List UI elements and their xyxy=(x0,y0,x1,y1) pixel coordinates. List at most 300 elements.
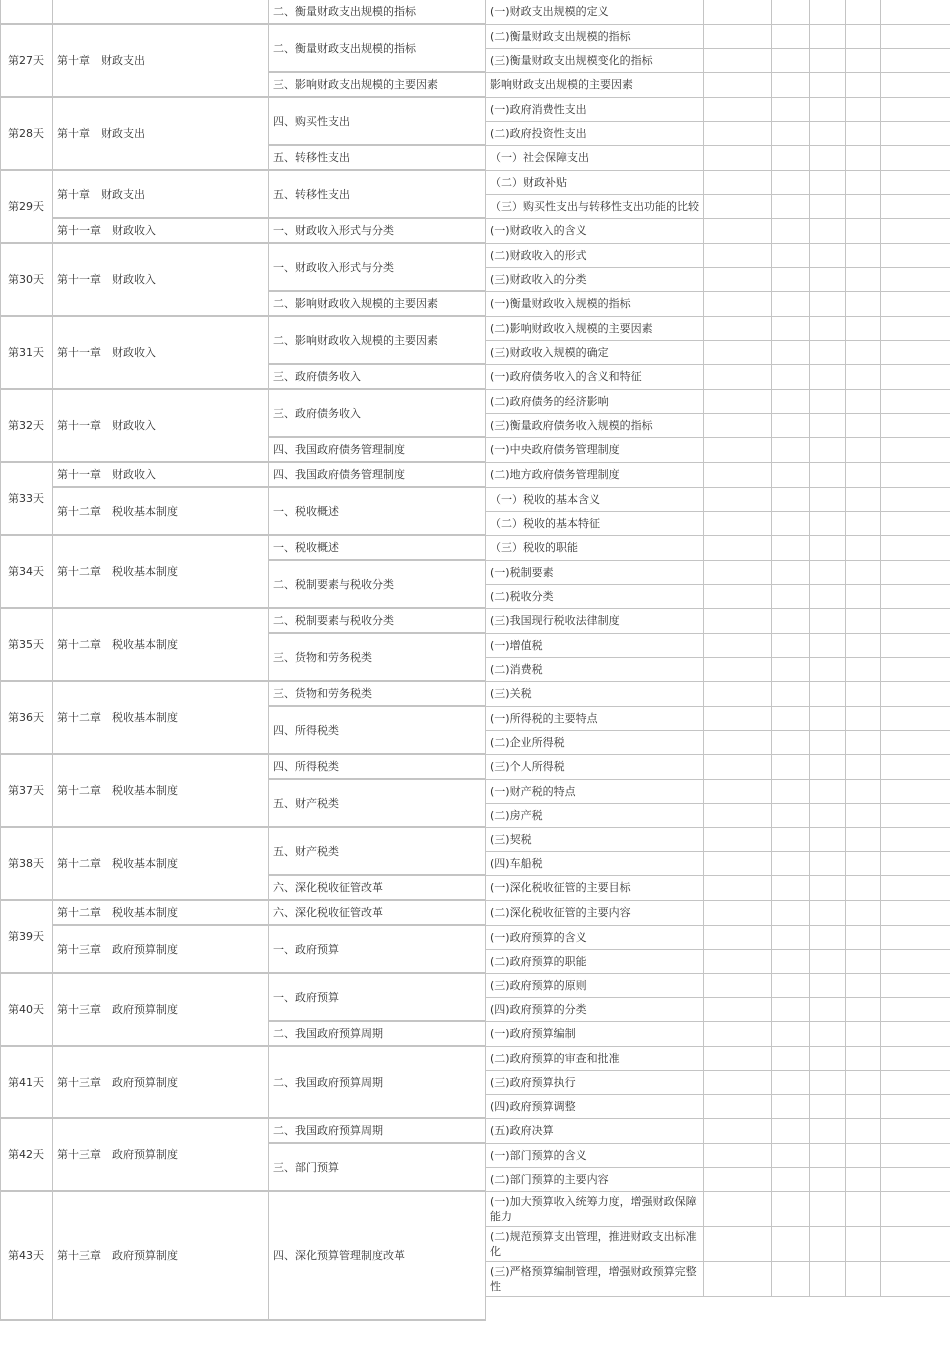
section-cell: 三、部门预算 xyxy=(269,1143,486,1191)
empty-cell xyxy=(704,72,772,97)
empty-cell xyxy=(772,633,810,657)
empty-cell xyxy=(881,1070,950,1094)
empty-cell xyxy=(772,24,810,48)
empty-cell xyxy=(846,267,881,291)
empty-cell xyxy=(704,462,772,487)
empty-cell xyxy=(810,706,846,730)
empty-cell xyxy=(846,145,881,170)
chapter-cell: 第十章 财政支出 xyxy=(53,170,269,218)
empty-cell xyxy=(772,48,810,72)
day-cell: 第39天 xyxy=(1,900,53,973)
empty-cell xyxy=(772,389,810,413)
empty-cell xyxy=(772,170,810,194)
empty-cell xyxy=(704,1070,772,1094)
empty-cell xyxy=(810,218,846,243)
empty-cell xyxy=(846,949,881,973)
chapter-cell: 第十三章 政府预算制度 xyxy=(53,973,269,1046)
section-cell: 三、政府债务收入 xyxy=(269,389,486,437)
chapter-cell: 第十三章 政府预算制度 xyxy=(53,1191,269,1320)
subsection-cell: (一)衡量财政收入规模的指标 xyxy=(486,291,704,316)
empty-cell xyxy=(704,803,772,827)
empty-cell xyxy=(810,72,846,97)
empty-cell xyxy=(810,437,846,462)
subsection-cell: (二)政府预算的审查和批准 xyxy=(486,1046,704,1070)
empty-cell xyxy=(704,608,772,633)
empty-cell xyxy=(772,1046,810,1070)
subsection-cell: (一)财产税的特点 xyxy=(486,779,704,803)
empty-cell xyxy=(881,413,950,437)
subsection-cell: (一)政府消费性支出 xyxy=(486,97,704,121)
empty-cell xyxy=(881,730,950,754)
empty-cell xyxy=(772,1167,810,1191)
empty-cell xyxy=(704,657,772,681)
empty-cell xyxy=(772,730,810,754)
empty-cell xyxy=(846,633,881,657)
table-row xyxy=(1,1191,950,1226)
empty-cell xyxy=(704,730,772,754)
empty-cell xyxy=(810,97,846,121)
chapter-cell: 第十一章 财政收入 xyxy=(53,218,269,243)
day-cell: 第40天 xyxy=(1,973,53,1046)
day-cell: 第31天 xyxy=(1,316,53,389)
empty-cell xyxy=(810,1094,846,1118)
subsection-cell: (二)消费税 xyxy=(486,657,704,681)
empty-cell xyxy=(704,0,772,24)
empty-cell xyxy=(772,657,810,681)
empty-cell xyxy=(704,316,772,340)
empty-cell xyxy=(846,851,881,875)
empty-cell xyxy=(846,657,881,681)
table-row xyxy=(1,389,950,413)
section-cell: 一、财政收入形式与分类 xyxy=(269,218,486,243)
empty-cell xyxy=(846,121,881,145)
empty-cell xyxy=(810,364,846,389)
day-cell: 第32天 xyxy=(1,389,53,462)
section-cell: 一、税收概述 xyxy=(269,535,486,560)
section-cell: 五、财产税类 xyxy=(269,827,486,875)
subsection-cell: （三）购买性支出与转移性支出功能的比较 xyxy=(486,194,704,218)
empty-cell xyxy=(704,1191,772,1226)
empty-cell xyxy=(704,949,772,973)
empty-cell xyxy=(846,875,881,900)
subsection-cell: (三)我国现行税收法律制度 xyxy=(486,608,704,633)
empty-cell xyxy=(810,560,846,584)
subsection-cell: (三)政府预算执行 xyxy=(486,1070,704,1094)
empty-cell xyxy=(772,803,810,827)
empty-cell xyxy=(846,584,881,608)
empty-cell xyxy=(772,243,810,267)
subsection-cell: (二)政府债务的经济影响 xyxy=(486,389,704,413)
table-row xyxy=(1,925,950,949)
empty-cell xyxy=(704,851,772,875)
table-row xyxy=(1,218,950,243)
empty-cell xyxy=(881,851,950,875)
empty-cell xyxy=(704,437,772,462)
empty-cell xyxy=(704,1118,772,1143)
empty-cell xyxy=(846,389,881,413)
empty-cell xyxy=(704,1226,772,1261)
empty-cell xyxy=(846,413,881,437)
empty-cell xyxy=(810,535,846,560)
empty-cell xyxy=(772,364,810,389)
empty-cell xyxy=(881,316,950,340)
empty-cell xyxy=(772,949,810,973)
empty-cell xyxy=(881,1143,950,1167)
empty-cell xyxy=(846,706,881,730)
empty-cell xyxy=(704,1143,772,1167)
section-cell: 二、衡量财政支出规模的指标 xyxy=(269,24,486,72)
blank-cell xyxy=(810,1296,846,1320)
empty-cell xyxy=(881,243,950,267)
empty-cell xyxy=(772,194,810,218)
empty-cell xyxy=(772,462,810,487)
subsection-cell: (一)财政收入的含义 xyxy=(486,218,704,243)
subsection-cell: (三)政府预算的原则 xyxy=(486,973,704,997)
empty-cell xyxy=(772,413,810,437)
empty-cell xyxy=(704,1046,772,1070)
chapter-cell: 第十三章 政府预算制度 xyxy=(53,925,269,973)
empty-cell xyxy=(810,170,846,194)
empty-cell xyxy=(772,1143,810,1167)
empty-cell xyxy=(772,1261,810,1296)
section-cell: 二、衡量财政支出规模的指标 xyxy=(269,0,486,24)
empty-cell xyxy=(881,145,950,170)
empty-cell xyxy=(704,364,772,389)
empty-cell xyxy=(810,267,846,291)
empty-cell xyxy=(846,560,881,584)
empty-cell xyxy=(846,803,881,827)
empty-cell xyxy=(881,218,950,243)
empty-cell xyxy=(881,72,950,97)
empty-cell xyxy=(704,121,772,145)
empty-cell xyxy=(810,1167,846,1191)
subsection-cell: (三)个人所得税 xyxy=(486,754,704,779)
empty-cell xyxy=(810,681,846,706)
day-cell: 第35天 xyxy=(1,608,53,681)
empty-cell xyxy=(881,48,950,72)
empty-cell xyxy=(846,364,881,389)
empty-cell xyxy=(846,243,881,267)
section-cell: 六、深化税收征管改革 xyxy=(269,900,486,925)
subsection-cell: (二)深化税收征管的主要内容 xyxy=(486,900,704,925)
empty-cell xyxy=(881,121,950,145)
empty-cell xyxy=(881,291,950,316)
empty-cell xyxy=(881,1118,950,1143)
empty-cell xyxy=(846,1070,881,1094)
empty-cell xyxy=(810,851,846,875)
empty-cell xyxy=(704,267,772,291)
empty-cell xyxy=(772,1070,810,1094)
empty-cell xyxy=(881,24,950,48)
chapter-cell: 第十三章 政府预算制度 xyxy=(53,1118,269,1191)
subsection-cell: (三)关税 xyxy=(486,681,704,706)
subsection-cell: (三)严格预算编制管理，增强财政预算完整性 xyxy=(486,1261,704,1296)
empty-cell xyxy=(810,1226,846,1261)
chapter-cell: 第十二章 税收基本制度 xyxy=(53,608,269,681)
empty-cell xyxy=(704,925,772,949)
empty-cell xyxy=(881,267,950,291)
subsection-cell: (二)规范预算支出管理，推进财政支出标准化 xyxy=(486,1226,704,1261)
empty-cell xyxy=(810,291,846,316)
table-row xyxy=(1,170,950,194)
empty-cell xyxy=(772,0,810,24)
subsection-cell: (二)税收分类 xyxy=(486,584,704,608)
chapter-cell: 第十二章 税收基本制度 xyxy=(53,827,269,900)
subsection-cell: (一)部门预算的含义 xyxy=(486,1143,704,1167)
empty-cell xyxy=(772,1094,810,1118)
blank-cell xyxy=(704,1296,772,1320)
empty-cell xyxy=(704,681,772,706)
empty-cell xyxy=(881,949,950,973)
chapter-cell: 第十章 财政支出 xyxy=(53,97,269,170)
section-cell: 二、我国政府预算周期 xyxy=(269,1021,486,1046)
empty-cell xyxy=(881,1261,950,1296)
empty-cell xyxy=(772,291,810,316)
subsection-cell: (四)车船税 xyxy=(486,851,704,875)
empty-cell xyxy=(846,997,881,1021)
empty-cell xyxy=(810,608,846,633)
empty-cell xyxy=(881,560,950,584)
subsection-cell: (三)衡量财政支出规模变化的指标 xyxy=(486,48,704,72)
empty-cell xyxy=(772,535,810,560)
empty-cell xyxy=(810,973,846,997)
empty-cell xyxy=(704,973,772,997)
day-cell: 第36天 xyxy=(1,681,53,754)
table-row xyxy=(1,1046,950,1070)
empty-cell xyxy=(881,389,950,413)
empty-cell xyxy=(704,535,772,560)
day-cell: 第42天 xyxy=(1,1118,53,1191)
section-cell: 五、转移性支出 xyxy=(269,170,486,218)
section-cell: 三、政府债务收入 xyxy=(269,364,486,389)
empty-cell xyxy=(704,48,772,72)
empty-cell xyxy=(846,681,881,706)
empty-cell xyxy=(772,1118,810,1143)
empty-cell xyxy=(704,291,772,316)
empty-cell xyxy=(704,1167,772,1191)
section-cell: 四、所得税类 xyxy=(269,754,486,779)
empty-cell xyxy=(704,900,772,925)
subsection-cell: (三)契税 xyxy=(486,827,704,851)
empty-cell xyxy=(772,72,810,97)
section-cell: 三、货物和劳务税类 xyxy=(269,681,486,706)
day-cell: 第38天 xyxy=(1,827,53,900)
section-cell: 四、我国政府债务管理制度 xyxy=(269,437,486,462)
section-cell: 二、影响财政收入规模的主要因素 xyxy=(269,316,486,364)
empty-cell xyxy=(881,1226,950,1261)
empty-cell xyxy=(881,608,950,633)
empty-cell xyxy=(810,754,846,779)
empty-cell xyxy=(772,487,810,511)
day-cell: 第37天 xyxy=(1,754,53,827)
empty-cell xyxy=(704,875,772,900)
empty-cell xyxy=(810,121,846,145)
empty-cell xyxy=(772,267,810,291)
subsection-cell: (二)房产税 xyxy=(486,803,704,827)
subsection-cell: (三)衡量政府债务收入规模的指标 xyxy=(486,413,704,437)
subsection-cell: (一)加大预算收入统筹力度，增强财政保障能力 xyxy=(486,1191,704,1226)
empty-cell xyxy=(846,1261,881,1296)
empty-cell xyxy=(772,827,810,851)
empty-cell xyxy=(881,657,950,681)
empty-cell xyxy=(810,827,846,851)
day-cell: 第29天 xyxy=(1,170,53,243)
empty-cell xyxy=(704,633,772,657)
empty-cell xyxy=(772,340,810,364)
empty-cell xyxy=(772,121,810,145)
empty-cell xyxy=(772,218,810,243)
table-row xyxy=(1,900,950,925)
empty-cell xyxy=(810,949,846,973)
empty-cell xyxy=(846,97,881,121)
subsection-cell: (一)财政支出规模的定义 xyxy=(486,0,704,24)
empty-cell xyxy=(881,681,950,706)
empty-cell xyxy=(772,875,810,900)
subsection-cell: (二)部门预算的主要内容 xyxy=(486,1167,704,1191)
day-cell: 第30天 xyxy=(1,243,53,316)
empty-cell xyxy=(846,291,881,316)
empty-cell xyxy=(810,243,846,267)
section-cell: 五、转移性支出 xyxy=(269,145,486,170)
empty-cell xyxy=(846,340,881,364)
chapter-cell: 第十三章 政府预算制度 xyxy=(53,1046,269,1118)
table-row xyxy=(1,316,950,340)
subsection-cell: (四)政府预算的分类 xyxy=(486,997,704,1021)
empty-cell xyxy=(704,1021,772,1046)
empty-cell xyxy=(704,218,772,243)
subsection-cell: (一)政府预算的含义 xyxy=(486,925,704,949)
empty-cell xyxy=(704,560,772,584)
empty-cell xyxy=(810,0,846,24)
empty-cell xyxy=(881,194,950,218)
empty-cell xyxy=(772,608,810,633)
subsection-cell: （一）社会保障支出 xyxy=(486,145,704,170)
empty-cell xyxy=(846,1226,881,1261)
subsection-cell: (三)财政收入规模的确定 xyxy=(486,340,704,364)
empty-cell xyxy=(772,584,810,608)
empty-cell xyxy=(704,194,772,218)
empty-cell xyxy=(772,97,810,121)
empty-cell xyxy=(810,48,846,72)
empty-cell xyxy=(772,681,810,706)
table-row xyxy=(1,754,950,779)
empty-cell xyxy=(772,511,810,535)
subsection-cell: （一）税收的基本含义 xyxy=(486,487,704,511)
empty-cell xyxy=(881,779,950,803)
empty-cell xyxy=(881,973,950,997)
empty-cell xyxy=(772,973,810,997)
empty-cell xyxy=(810,316,846,340)
empty-cell xyxy=(810,633,846,657)
chapter-cell: 第十一章 财政收入 xyxy=(53,316,269,389)
empty-cell xyxy=(846,973,881,997)
empty-cell xyxy=(846,535,881,560)
empty-cell xyxy=(810,900,846,925)
subsection-cell: (三)财政收入的分类 xyxy=(486,267,704,291)
blank-cell xyxy=(846,1296,881,1320)
subsection-cell: （三）税收的职能 xyxy=(486,535,704,560)
day-cell: 第41天 xyxy=(1,1046,53,1118)
empty-cell xyxy=(772,1021,810,1046)
chapter-cell: 第十一章 财政收入 xyxy=(53,389,269,462)
empty-cell xyxy=(810,1261,846,1296)
empty-cell xyxy=(846,827,881,851)
section-cell: 四、所得税类 xyxy=(269,706,486,754)
empty-cell xyxy=(846,316,881,340)
empty-cell xyxy=(846,511,881,535)
empty-cell xyxy=(704,584,772,608)
subsection-cell: (一)深化税收征管的主要目标 xyxy=(486,875,704,900)
subsection-cell: （二）财政补贴 xyxy=(486,170,704,194)
subsection-cell: (二)影响财政收入规模的主要因素 xyxy=(486,316,704,340)
empty-cell xyxy=(810,1191,846,1226)
table-row xyxy=(1,827,950,851)
subsection-cell: (二)衡量财政支出规模的指标 xyxy=(486,24,704,48)
subsection-cell: (二)政府预算的职能 xyxy=(486,949,704,973)
empty-cell xyxy=(846,1118,881,1143)
subsection-cell: 影响财政支出规模的主要因素 xyxy=(486,72,704,97)
empty-cell xyxy=(772,997,810,1021)
empty-cell xyxy=(846,754,881,779)
empty-cell xyxy=(772,1191,810,1226)
table-row xyxy=(1,487,950,511)
section-cell: 一、税收概述 xyxy=(269,487,486,535)
empty-cell xyxy=(810,462,846,487)
empty-cell xyxy=(881,1046,950,1070)
empty-cell xyxy=(704,97,772,121)
subsection-cell: (一)所得税的主要特点 xyxy=(486,706,704,730)
empty-cell xyxy=(881,340,950,364)
chapter-cell: 第十章 财政支出 xyxy=(53,24,269,97)
empty-cell xyxy=(704,1094,772,1118)
subsection-cell: (二)政府投资性支出 xyxy=(486,121,704,145)
blank-cell xyxy=(772,1296,810,1320)
empty-cell xyxy=(846,170,881,194)
subsection-cell: (一)中央政府债务管理制度 xyxy=(486,437,704,462)
empty-cell xyxy=(881,97,950,121)
empty-cell xyxy=(881,487,950,511)
empty-cell xyxy=(772,900,810,925)
empty-cell xyxy=(772,145,810,170)
empty-cell xyxy=(881,170,950,194)
empty-cell xyxy=(846,779,881,803)
empty-cell xyxy=(704,389,772,413)
empty-cell xyxy=(846,48,881,72)
empty-cell xyxy=(881,827,950,851)
subsection-cell: (五)政府决算 xyxy=(486,1118,704,1143)
empty-cell xyxy=(881,1021,950,1046)
table-row xyxy=(1,0,950,24)
empty-cell xyxy=(881,1167,950,1191)
empty-cell xyxy=(772,316,810,340)
subsection-cell: (一)政府预算编制 xyxy=(486,1021,704,1046)
empty-cell xyxy=(810,875,846,900)
subsection-cell: （二）税收的基本特征 xyxy=(486,511,704,535)
empty-cell xyxy=(810,145,846,170)
section-cell: 四、我国政府债务管理制度 xyxy=(269,462,486,487)
empty-cell xyxy=(704,243,772,267)
subsection-cell: (一)增值税 xyxy=(486,633,704,657)
empty-cell xyxy=(810,730,846,754)
empty-cell xyxy=(846,0,881,24)
empty-cell xyxy=(810,511,846,535)
subsection-cell: (一)税制要素 xyxy=(486,560,704,584)
day-cell: 第28天 xyxy=(1,97,53,170)
section-cell: 一、政府预算 xyxy=(269,925,486,973)
table-row xyxy=(1,681,950,706)
empty-cell xyxy=(810,779,846,803)
empty-cell xyxy=(704,706,772,730)
